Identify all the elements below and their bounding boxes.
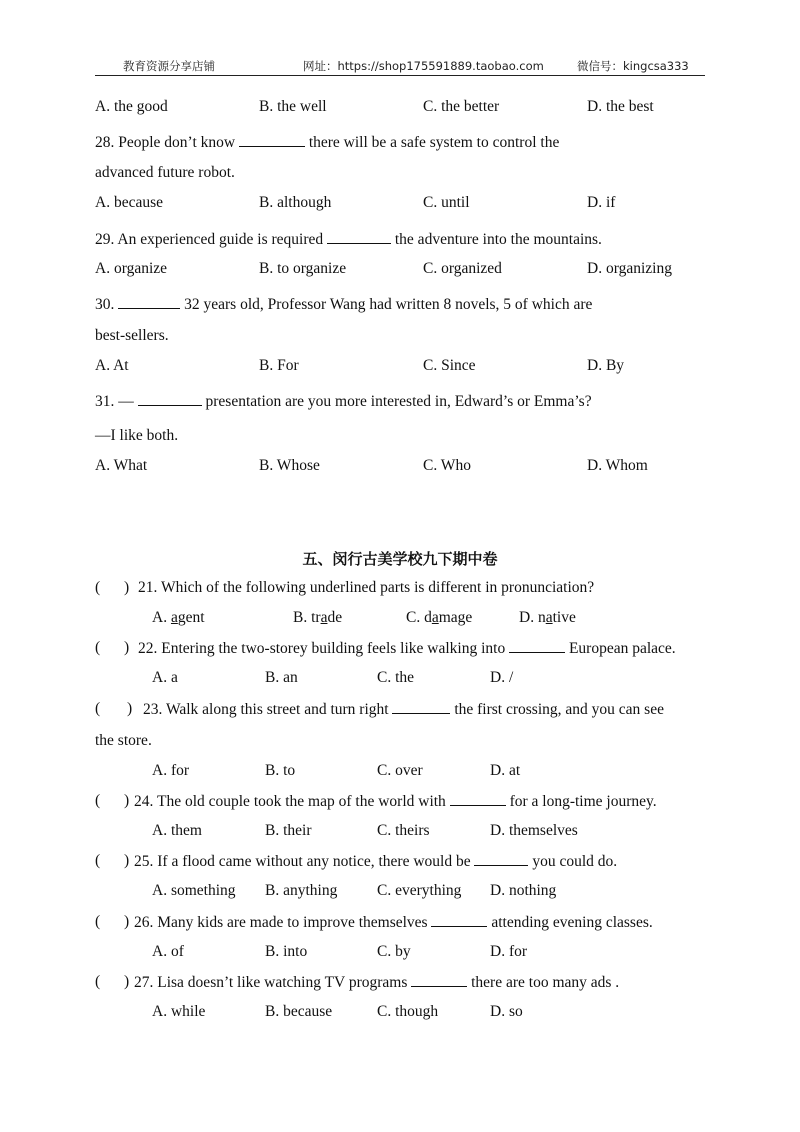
header-url: 网址：https://shop175591889.taobao.com (303, 59, 544, 73)
s22-option-c: C. the (377, 669, 415, 686)
s26-option-c: C. by (377, 943, 411, 960)
q31-stem-b: presentation are you more interested in, Edward’s or Emma’s? (205, 393, 592, 410)
q30-option-b: B. For (259, 357, 299, 374)
s22-stem-b: European palace. (568, 640, 676, 657)
q30-option-d: D. By (587, 357, 625, 374)
s23-stem-line2: the store. (95, 732, 152, 749)
q29-stem (95, 229, 602, 250)
s21-option-c-post: mage (438, 609, 473, 626)
s21-option-d (519, 608, 576, 628)
s24-option-d: D. themselves (490, 822, 578, 839)
s22-option-d: D. / (490, 669, 514, 686)
s23-stem (143, 699, 664, 720)
s26-stem (134, 912, 653, 933)
s27-paren-close: ) (124, 973, 130, 990)
s26-option-d: D. for (490, 943, 528, 960)
q31-blank (138, 391, 202, 406)
q29-option-b: B. to organize (259, 260, 347, 277)
q27-option-b: B. the well (259, 98, 327, 115)
s21-option-d-underlined: a (545, 609, 553, 626)
q28-option-a: A. because (95, 194, 163, 211)
s21-option-c-underlined: a (431, 609, 439, 626)
s26-paren-open: ( (95, 913, 101, 930)
q27-option-a: A. the good (95, 98, 168, 115)
q28-option-d: D. if (587, 194, 616, 211)
q28-option-b: B. although (259, 194, 332, 211)
s27-option-a: A. while (152, 1003, 206, 1020)
s25-stem-a: 25. If a flood came without any notice, there would be (134, 853, 471, 870)
s22-paren-close: ) (124, 639, 130, 656)
s27-stem-a: 27. Lisa doesn’t like watching TV programs (134, 974, 408, 991)
s23-paren-open: ( (95, 700, 101, 717)
q27-option-c: C. the better (423, 98, 500, 115)
header-shop-name: 教育资源分享店铺 (123, 59, 215, 73)
s21-option-b-pre: B. tr (293, 609, 321, 626)
q29-option-d: D. organizing (587, 260, 672, 277)
s25-stem (134, 851, 617, 872)
q28-blank (239, 132, 305, 147)
q29-blank (327, 229, 391, 244)
s24-paren-open: ( (95, 792, 101, 809)
q28-stem-b: there will be a safe system to control the (308, 134, 560, 151)
s24-option-c: C. theirs (377, 822, 430, 839)
s21-option-a-post: gent (177, 609, 205, 626)
s21-option-d-post: tive (552, 609, 576, 626)
s21-option-b (293, 608, 342, 628)
s22-stem (138, 638, 676, 659)
q31-stem (95, 391, 592, 412)
q31-stem-a: 31. — (95, 393, 134, 410)
s24-option-b: B. their (265, 822, 312, 839)
s24-stem-b: for a long-time journey. (509, 793, 657, 810)
s21-option-c-pre: C. d (406, 609, 432, 626)
s27-option-d: D. so (490, 1003, 523, 1020)
q29-option-c: C. organized (423, 260, 502, 277)
s21-paren-close: ) (124, 579, 130, 596)
s23-stem-a: 23. Walk along this street and turn right (143, 701, 389, 718)
q30-stem-a: 30. (95, 296, 115, 313)
q29-stem-b: the adventure into the mountains. (394, 231, 602, 248)
section-title: 五、闵行古美学校九下期中卷 (302, 550, 498, 568)
q28-stem-line2: advanced future robot. (95, 164, 235, 181)
s21-stem: 21. Which of the following underlined parts is different in pronunciation? (138, 579, 595, 596)
q30-stem-b: 32 years old, Professor Wang had written 8 novels, 5 of which are (184, 296, 593, 313)
q30-stem (95, 294, 592, 315)
s27-paren-open: ( (95, 973, 101, 990)
q30-option-a: A. At (95, 357, 129, 374)
s21-option-b-underlined: a (320, 609, 328, 626)
s27-option-b: B. because (265, 1003, 333, 1020)
s26-blank (431, 912, 487, 927)
s21-option-a-underlined: a (170, 609, 178, 626)
q27-option-d: D. the best (587, 98, 654, 115)
s27-blank (411, 972, 467, 987)
s24-paren-close: ) (124, 792, 130, 809)
q28-stem-a: 28. People don’t know (95, 134, 236, 151)
s24-option-a: A. them (152, 822, 202, 839)
page-header (95, 55, 705, 76)
s22-paren-open: ( (95, 639, 101, 656)
s23-option-c: C. over (377, 762, 423, 779)
s27-stem-b: there are too many ads . (471, 974, 620, 991)
s21-option-d-pre: D. n (519, 609, 546, 626)
s21-option-b-post: de (327, 609, 343, 626)
s24-stem-a: 24. The old couple took the map of the world with (134, 793, 446, 810)
q31-option-b: B. Whose (259, 457, 320, 474)
s23-option-a: A. for (152, 762, 190, 779)
s23-paren-close: ) (127, 700, 133, 717)
s27-stem (134, 972, 619, 993)
s26-paren-close: ) (124, 913, 130, 930)
q31-stem-line2: —I like both. (95, 427, 179, 444)
s24-blank (450, 791, 506, 806)
q31-option-d: D. Whom (587, 457, 648, 474)
q29-option-a: A. organize (95, 260, 168, 277)
s26-option-a: A. of (152, 943, 184, 960)
s23-blank (392, 699, 450, 714)
q31-option-a: A. What (95, 457, 148, 474)
s23-stem-b: the first crossing, and you can see (454, 701, 664, 718)
s25-option-d: D. nothing (490, 882, 557, 899)
s21-option-a-pre: A. (152, 609, 171, 626)
q30-option-c: C. Since (423, 357, 476, 374)
s25-option-b: B. anything (265, 882, 338, 899)
s22-option-b: B. an (265, 669, 298, 686)
q28-stem (95, 132, 559, 153)
s27-option-c: C. though (377, 1003, 439, 1020)
s22-blank (509, 638, 565, 653)
q28-option-c: C. until (423, 194, 470, 211)
s26-stem-b: attending evening classes. (491, 914, 653, 931)
s22-stem-a: 22. Entering the two-storey building feels like walking into (138, 640, 506, 657)
header-wechat: 微信号：kingcsa333 (577, 59, 689, 73)
s23-option-d: D. at (490, 762, 521, 779)
s22-option-a: A. a (152, 669, 178, 686)
q31-option-c: C. Who (423, 457, 471, 474)
q30-blank (118, 294, 180, 309)
s24-stem (134, 791, 657, 812)
s25-option-c: C. everything (377, 882, 462, 899)
s25-stem-b: you could do. (532, 853, 618, 870)
s21-option-c (406, 608, 472, 628)
s25-blank (474, 851, 528, 866)
s21-paren-open: ( (95, 579, 101, 596)
s25-paren-open: ( (95, 852, 101, 869)
s25-paren-close: ) (124, 852, 130, 869)
q29-stem-a: 29. An experienced guide is required (95, 231, 324, 248)
s26-option-b: B. into (265, 943, 308, 960)
s25-option-a: A. something (152, 882, 236, 899)
q30-stem-line2: best-sellers. (95, 327, 169, 344)
s23-option-b: B. to (265, 762, 296, 779)
s21-option-a (152, 608, 205, 628)
s26-stem-a: 26. Many kids are made to improve themselves (134, 914, 428, 931)
